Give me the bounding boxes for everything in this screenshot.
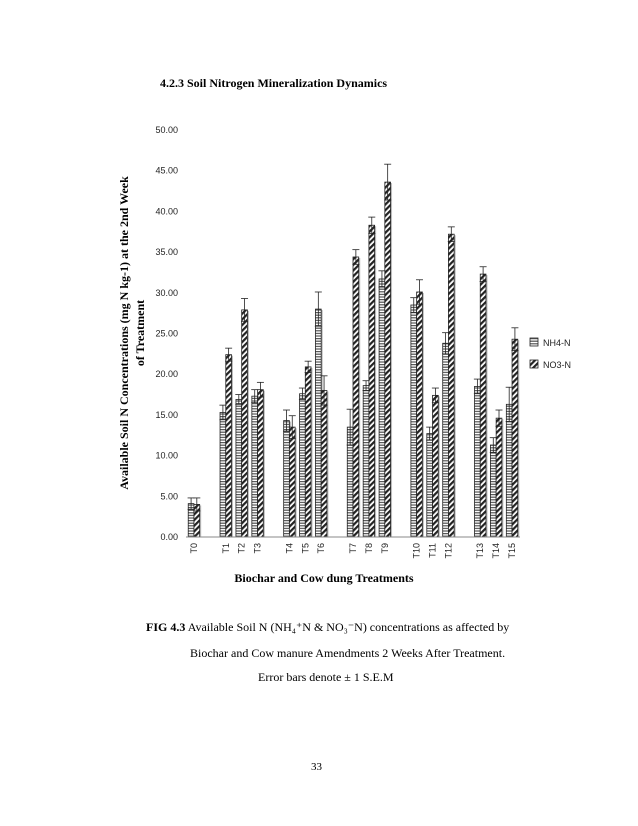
- bar-nh4-n-t3: [252, 396, 258, 537]
- figure-caption-line2: Biochar and Cow manure Amendments 2 Weeks After Treatment.: [190, 646, 506, 660]
- bar-nh4-n-t11: [427, 434, 433, 537]
- y-axis-title-line1: Available Soil N Concentrations (mg N kg-1) at the 2nd Week: [117, 176, 131, 490]
- legend-label-no3-n: NO3-N: [543, 360, 572, 370]
- bar-nh4-n-t8: [363, 386, 369, 537]
- bar-no3-n-t11: [433, 395, 439, 537]
- y-tick-label: 40.00: [155, 206, 178, 217]
- bar-no3-n-t15: [512, 339, 518, 537]
- x-tick-label-t11: T11: [427, 543, 438, 558]
- bar-nh4-n-t12: [443, 343, 449, 537]
- y-tick-label: 10.00: [155, 450, 178, 461]
- x-tick-label-t1: T1: [220, 543, 231, 554]
- y-tick-label: 45.00: [155, 165, 178, 176]
- bar-nh4-n-t5: [300, 394, 306, 537]
- bar-nh4-n-t9: [379, 279, 385, 537]
- y-tick-label: 50.00: [155, 125, 178, 135]
- bar-no3-n-t4: [289, 427, 295, 537]
- bar-no3-n-t7: [353, 257, 359, 537]
- x-axis-ticks: [189, 543, 517, 559]
- x-tick-label-t5: T5: [300, 543, 311, 554]
- bar-no3-n-t10: [417, 292, 423, 537]
- y-axis-ticks: [155, 125, 178, 542]
- x-tick-label-t2: T2: [236, 543, 247, 554]
- x-tick-label-t3: T3: [252, 543, 263, 554]
- bar-nh4-n-t2: [236, 399, 242, 537]
- y-tick-label: 15.00: [155, 409, 178, 420]
- bar-no3-n-t9: [385, 182, 391, 537]
- bars: [188, 182, 519, 537]
- legend-swatch-no3-n: [530, 360, 538, 368]
- x-tick-label-t10: T10: [411, 543, 422, 559]
- figure-label: FIG 4.3: [146, 620, 186, 634]
- figure-caption-text: Available Soil N (NH₄⁺N & NO₃⁻N) concentrations as affected by: [187, 620, 510, 634]
- x-tick-label-t6: T6: [316, 543, 327, 554]
- bar-nh4-n-t13: [475, 386, 481, 537]
- y-tick-label: 20.00: [155, 369, 178, 380]
- x-tick-label-t8: T8: [363, 543, 374, 554]
- y-tick-label: 30.00: [155, 287, 178, 298]
- y-axis-title-line2: of Treatment: [133, 299, 147, 367]
- x-axis-title: Biochar and Cow dung Treatments: [234, 571, 414, 585]
- bar-no3-n-t1: [226, 355, 232, 537]
- legend-swatch-nh4-n: [530, 338, 538, 346]
- x-tick-label-t12: T12: [443, 543, 454, 559]
- bar-nh4-n-t14: [490, 445, 496, 537]
- x-tick-label-t4: T4: [284, 543, 295, 554]
- x-tick-label-t14: T14: [491, 543, 502, 559]
- bar-nh4-n-t10: [411, 305, 417, 537]
- legend-label-nh4-n: NH4-N: [543, 338, 571, 348]
- bar-no3-n-t14: [496, 418, 502, 537]
- bar-no3-n-t12: [448, 234, 454, 537]
- x-tick-label-t7: T7: [348, 543, 358, 554]
- bar-no3-n-t2: [242, 310, 248, 537]
- bar-no3-n-t13: [480, 274, 486, 537]
- y-tick-label: 35.00: [155, 247, 178, 258]
- bar-nh4-n-t4: [284, 421, 290, 537]
- section-heading: 4.2.3 Soil Nitrogen Mineralization Dynamics: [160, 76, 388, 90]
- bar-no3-n-t8: [369, 225, 375, 537]
- bar-nh4-n-t1: [220, 412, 226, 537]
- x-tick-label-t15: T15: [507, 543, 518, 559]
- page-number: 33: [311, 761, 322, 773]
- figure-caption-line3: Error bars denote ± 1 S.E.M: [258, 670, 394, 684]
- y-tick-label: 0.00: [160, 532, 178, 542]
- figure-caption-line1: [146, 620, 509, 635]
- x-tick-label-t0: T0: [188, 543, 199, 554]
- legend: [530, 338, 571, 370]
- bar-no3-n-t3: [258, 390, 264, 537]
- y-tick-label: 5.00: [160, 491, 178, 502]
- bar-no3-n-t5: [305, 367, 311, 537]
- x-tick-label-t13: T13: [475, 543, 486, 559]
- bar-nh4-n-t15: [506, 404, 512, 537]
- bar-nh4-n-t6: [315, 309, 321, 537]
- y-tick-label: 25.00: [155, 328, 178, 339]
- bar-no3-n-t6: [321, 390, 327, 537]
- x-tick-label-t9: T9: [379, 543, 390, 554]
